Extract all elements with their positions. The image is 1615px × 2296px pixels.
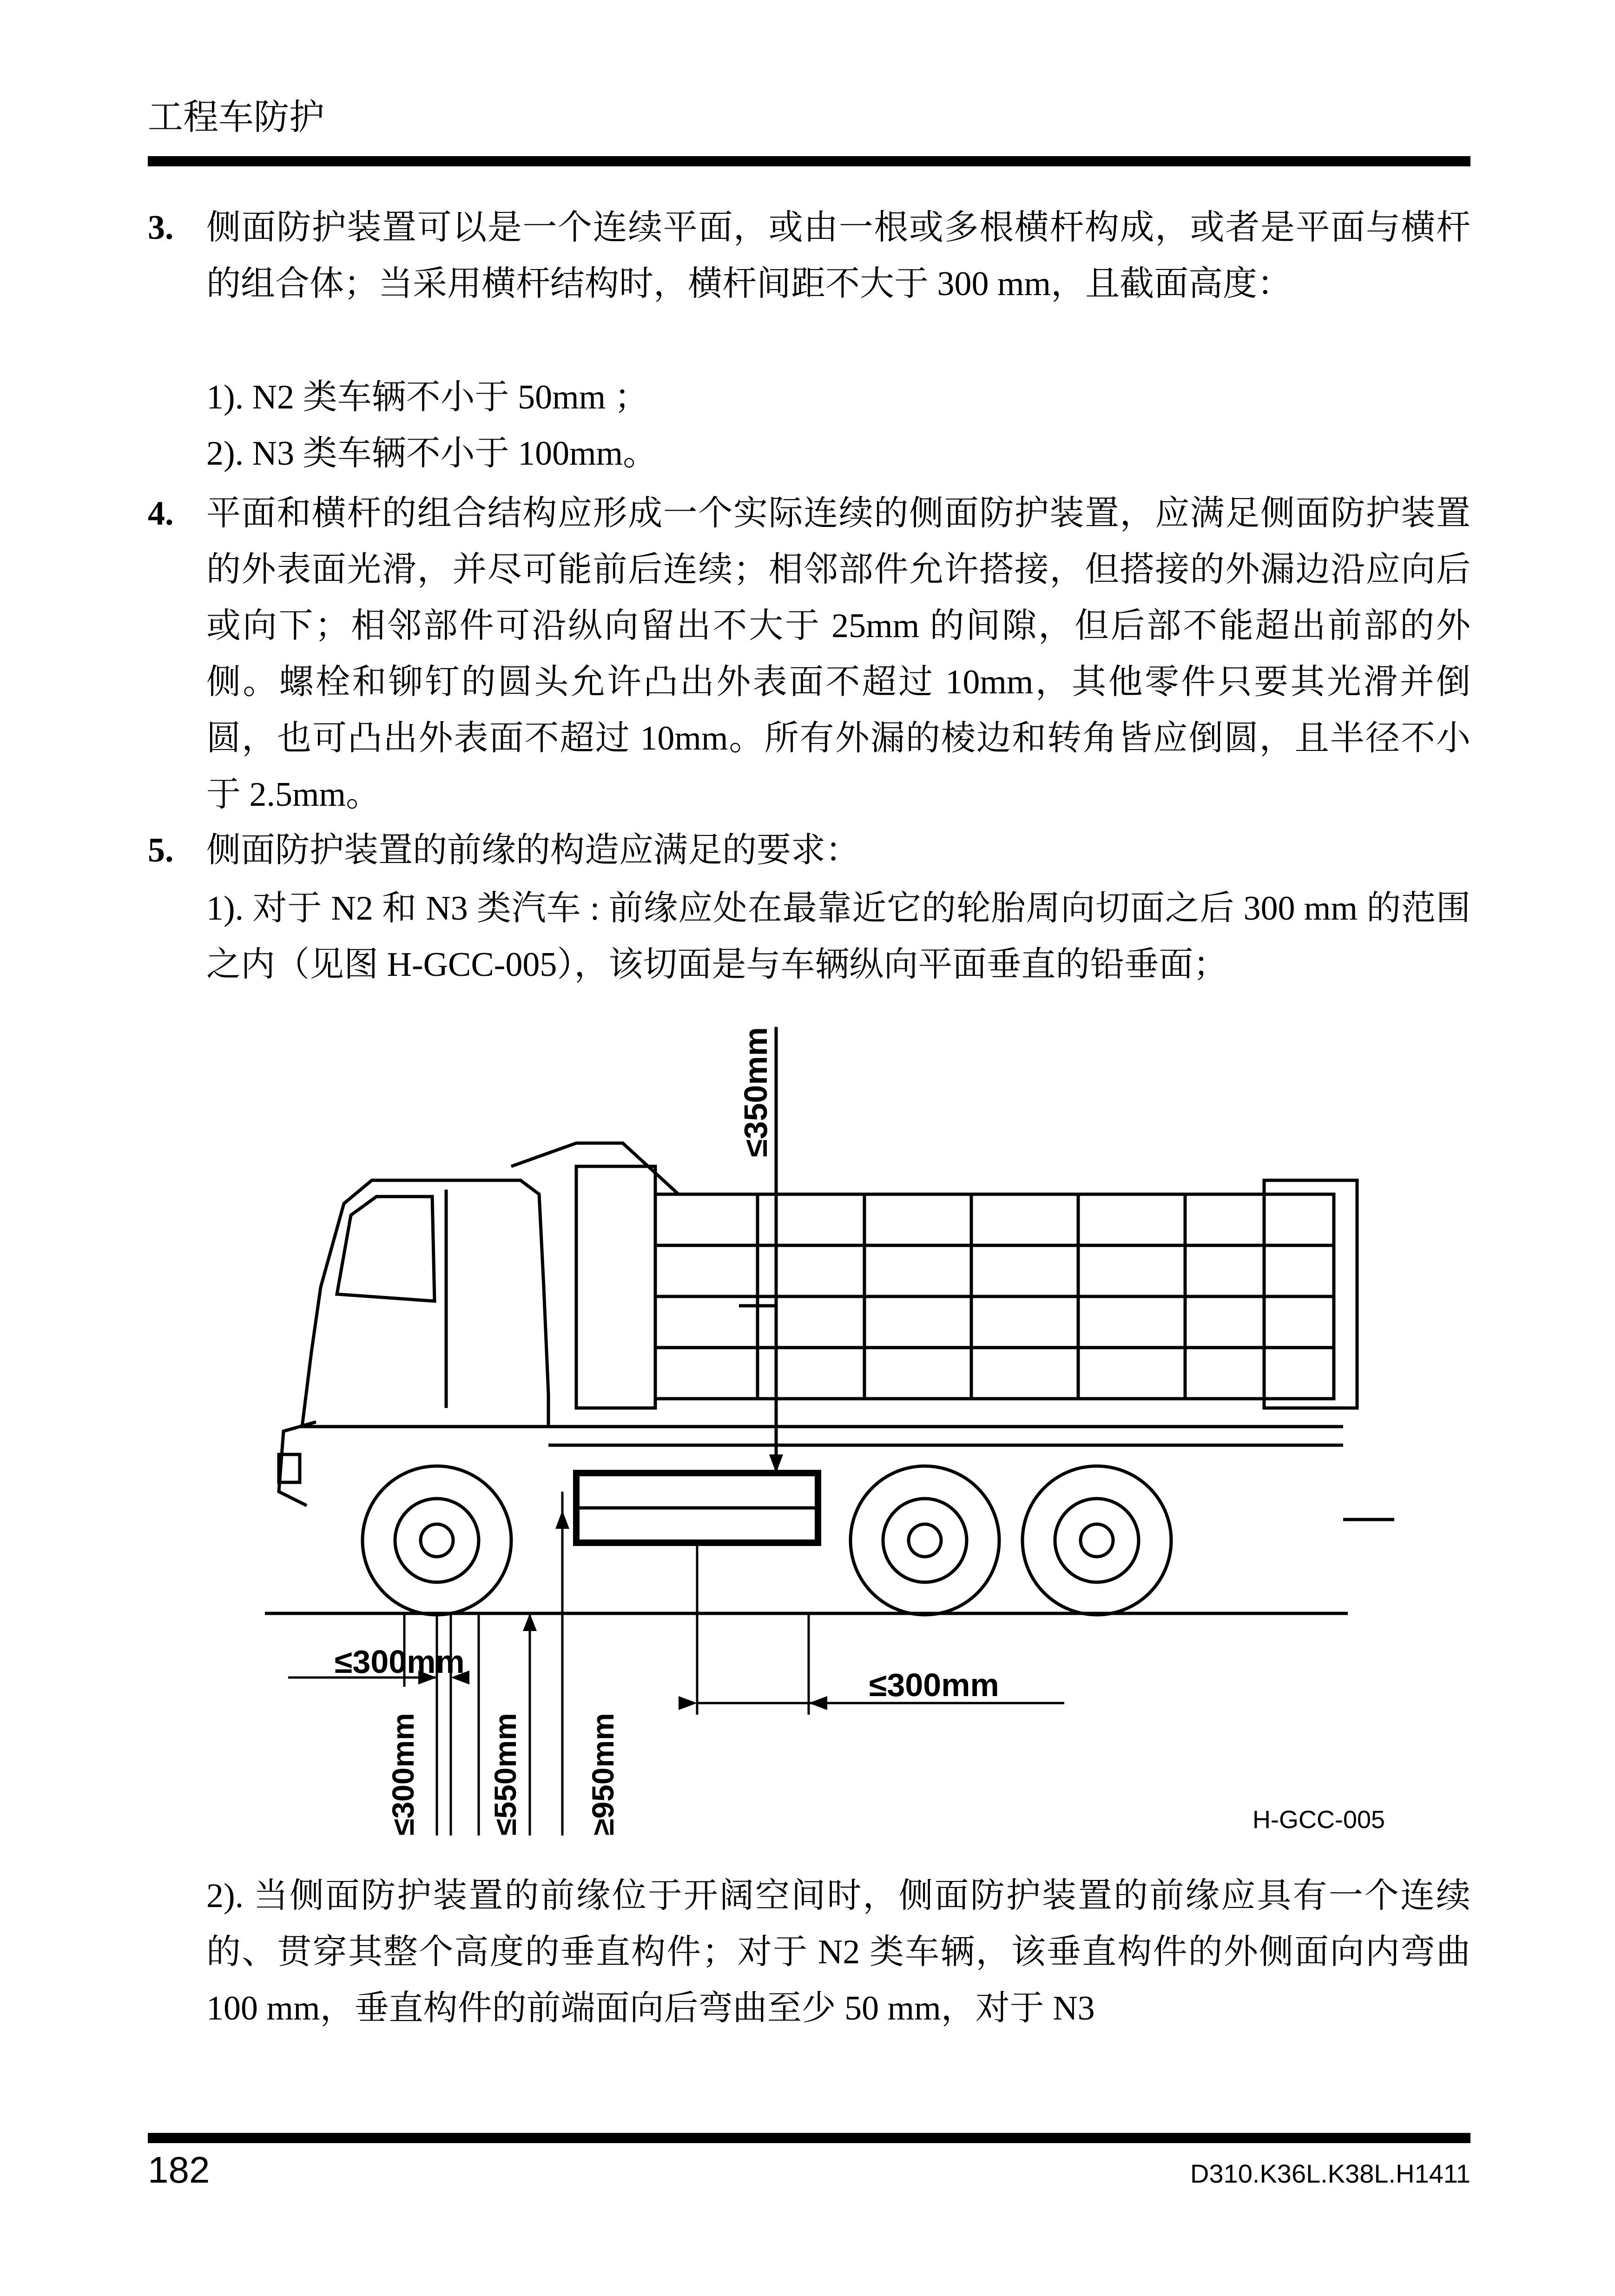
cab-window (337, 1197, 435, 1301)
dim-front-label: ≤300mm (335, 1644, 465, 1680)
item-text: 平面和横杆的组合结构应形成一个实际连续的侧面防护装置，应满足侧面防护装置的外表面光滑，并尽可能前后连续；相邻部件允许搭接，但搭接的外漏边沿应向后或向下；相邻部件可沿纵向留出不大于 25mm 的间隙，但后部不能超出前部的外侧。螺栓和铆钉的圆头允许凸出外表面不超过 10mm，其他零件只要其光滑并倒圆，也可凸出外表面不超过 10mm。所有外漏的棱边和转角皆应倒圆，且半径不小于 2.5mm。 (206, 494, 1470, 814)
item-number: 5. (148, 831, 174, 869)
header-rule (148, 156, 1470, 166)
item-3-sub-2: 2). N3 类车辆不小于 100mm。 (206, 434, 658, 473)
truck-cab (302, 1180, 548, 1427)
dim-rear-label: ≤300mm (869, 1667, 999, 1703)
item-4 (148, 486, 1470, 823)
rear-wheel-2 (1022, 1466, 1171, 1615)
truck-side-guard-figure (251, 1027, 1394, 1835)
bumper (279, 1422, 316, 1506)
item-text: 侧面防护装置可以是一个连续平面，或由一根或多根横杆构成，或者是平面与横杆的组合体；当采用横杆结构时，横杆间距不大于 300 mm，且截面高度： (206, 209, 1470, 303)
dim-mid-label: ≤550mm (488, 1713, 522, 1835)
footer-rule (148, 2133, 1470, 2143)
item-5-sub-1: 1). 对于 N2 和 N3 类汽车 : 前缘应处在最靠近它的轮胎周向切面之后 300 mm 的范围之内（见图 H-GCC-005），该切面是与车辆纵向平面垂直的铅垂面； (206, 889, 1470, 984)
item-number: 4. (148, 494, 174, 533)
document-code: D310.K36L.K38L.H1411 (1190, 2159, 1470, 2188)
front-wheel (363, 1466, 511, 1615)
item-3 (148, 200, 1470, 312)
item-3-sub-1: 1). N2 类车辆不小于 50mm ； (206, 378, 649, 416)
item-5-sub-2: 2). 当侧面防护装置的前缘位于开阔空间时，侧面防护装置的前缘应具有一个连续的、贯穿其整个高度的垂直构件；对于 N2 类车辆，该垂直构件的外侧面向内弯曲 100 mm，垂直构件的前端面向后弯曲至少 50 mm，对于 N3 (206, 1877, 1470, 2027)
page-header-title: 工程车防护 (148, 98, 324, 137)
item-text: 侧面防护装置的前缘的构造应满足的要求： (206, 831, 860, 869)
figure-caption: H-GCC-005 (1252, 1806, 1385, 1834)
dim-low-label: ≤300mm (386, 1713, 420, 1835)
body-front-wall (576, 1166, 655, 1408)
dim-high-label: ≥950mm (586, 1713, 620, 1835)
tailgate (1264, 1180, 1357, 1408)
page-number: 182 (148, 2149, 210, 2191)
rear-wheel-1 (850, 1466, 999, 1615)
dim-top-label: ≤350mm (738, 1027, 774, 1157)
item-5 (148, 822, 1470, 879)
item-number: 3. (148, 209, 174, 247)
